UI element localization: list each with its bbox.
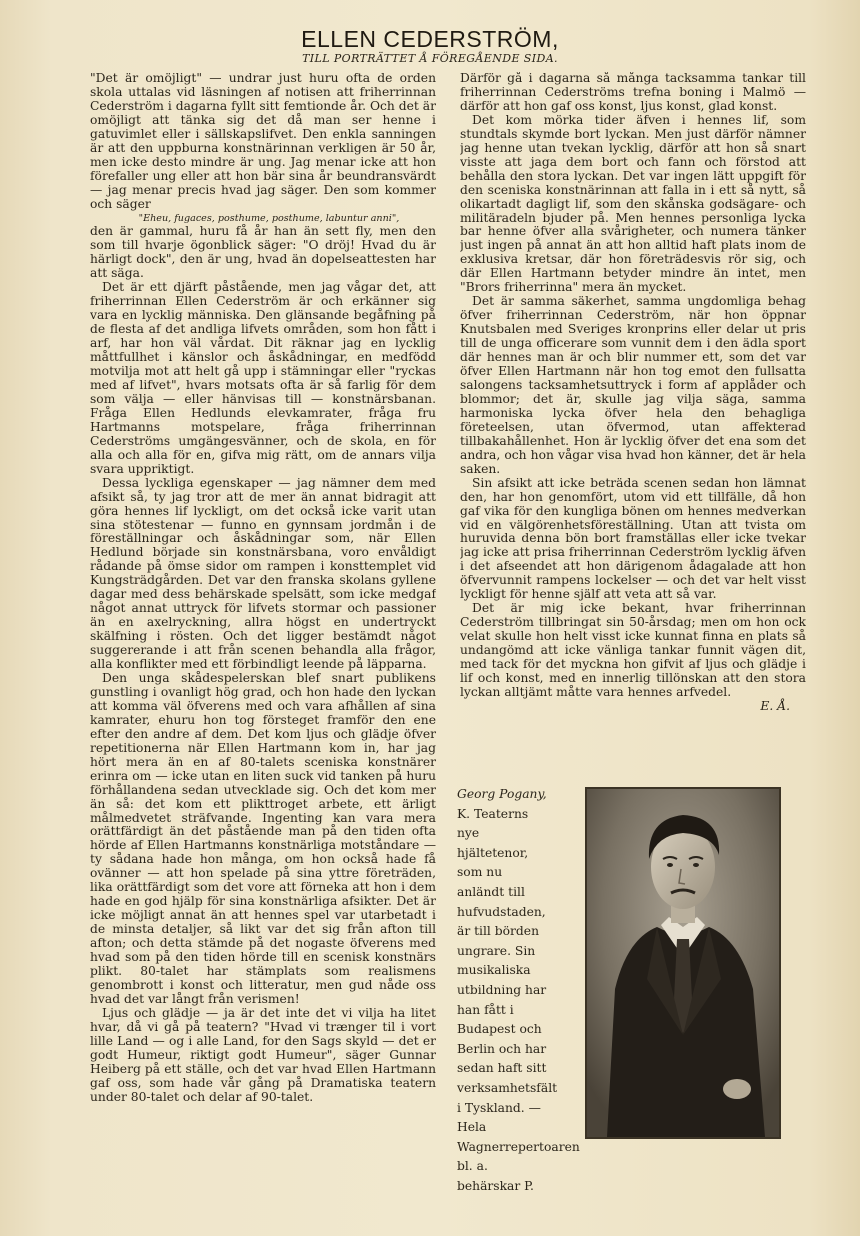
article-title: ELLEN CEDERSTRÖM, bbox=[301, 26, 559, 52]
paragraph: Den unga skådespelerskan blef snart publikens gunstling i ovanligt hög grad, och hon hade den lyckan att komma väl öfverens med och vara afhållen af sina kamrater, ehuru hon tog försteget framför den ene efter den andre af dem. Det kom ljus och glädje öfver repetitionerna när Ellen Hartmann kom in, har jag hört mera än en af 80-talets sceniska konstnärer erinra om — icke utan en liten suck vid tanken på huru förhållandena sedan utvecklade sig. Och det kom mer än så: det kom ett plikttroget arbete, ett ärligt målmedvetet sträfvande. Ingenting kan vara mera orättfärdigt än det påstående man på den tiden ofta hörde af Ellen Hartmanns konstnärliga motståndare — ty sådana hade hon många, om hon också hade få ovänner — att hon spelade på sina yttre företräden, lika orättfärdigt som det vore att förneka att hon i dem hade en god hjälp för sina konstnärliga afsikter. Det är icke möjligt annat än att hennes spel var utarbetadt i de minsta detaljer, så likt var det sig från afton till afton; och detta stämde på det nogaste öfverens med hvad som på den tiden hörde till en scenisk konstnärs plikt. 80-talet har stämplats som realismens genombrott i konst och litteratur, men gud nåde oss hvad det var långt från verismen! bbox=[90, 670, 436, 1006]
paragraph: Det kom mörka tider äfven i hennes lif, som stundtals skymde bort lyckan. Men just därför nämner jag henne utan tvekan lycklig, därför att hon så snart visste att jaga dem bort och fann och förstod att behålla den stora lyckan. Det var ingen lätt uppgift för den sceniska konstnärinnan att falla in i ett så nytt, så olikartadt dagligt lif, som den skånska godsägare- och militäradeln bjuder på. Men hennes personliga lycka bar henne öfver alla svårigheter, och numera tänker just ingen på annat än att hon alltid haft plats inom de exklusiva kretsar, där hon företrädesvis rör sig, och där Ellen Hartmann betyder mindre än intet, men "Brors friherrinna" mera än mycket. bbox=[460, 112, 806, 295]
article-right-column bbox=[460, 72, 806, 752]
photo-caption bbox=[457, 785, 580, 1196]
paragraph: Ljus och glädje — ja är det inte det vi vilja ha litet hvar, då vi gå på teatern? "Hvad vi trænger til i vort lille Land — og i alle Land, for den Sags skyld — det er godt Humeur, riktigt godt Humeur", säger Gunnar Heiberg på ett ställe, och det var hvad Ellen Hartmann gaf oss, som hade vår gång på Dramatiska teatern under 80-talet och delar af 90-talet. bbox=[90, 1005, 436, 1104]
article-left-column bbox=[90, 72, 436, 1152]
portrait-illustration bbox=[587, 789, 779, 1137]
paragraph: Dessa lyckliga egenskaper — jag nämner dem med afsikt så, ty jag tror att de mer än annat bidragit att göra hennes lif lyckligt, om det också icke varit utan sina stötestenar — funno en gynnsam jordmån i de föreställningar och åskådningar som, när Ellen Hedlund började sin konstnärsbana, voro envåldigt rådande på ömse sidor om rampen i konsttemplet vid Kungsträdgården. Det var den franska skolans gyllene dagar med dess behärskade spelsätt, som icke medgaf något annat uttryck för lifvets stormar och passioner än en axelryckning, allra högst en undertryckt skälfning i rösten. Och det ligger bestämdt något suggererande i att från scenen behandla alla frågor, alla konflikter med ett förbindligt leende på läpparna. bbox=[90, 475, 436, 672]
article-subtitle: TILL PORTRÄTTET Å FÖREGÅENDE SIDA. bbox=[302, 52, 558, 65]
paragraph: "Det är omöjligt" — undrar just huru ofta de orden skola uttalas vid läsningen af notisen att friherrinnan Cederström i dagarna fyllt sitt femtionde år. Och det är omöjligt att tänka sig det då man ser henne i gatuvimlet eller i sällskapslifvet. Den enkla sanningen är att den uppburna konstnärinnan verkligen är 50 år, men icke desto mindre är ung. Jag menar icke att hon förefaller ung eller att hon bär sina år beundransvärdt — jag menar precis hvad jag säger. Den som kommer och säger bbox=[90, 72, 436, 211]
paragraph: den är gammal, huru få år han än sett fly, men den som till hvarje ögonblick säger: "O dröj! Hvad du är härligt dock", den är ung, hvad än dopelseattesten har att säga. bbox=[90, 224, 436, 281]
paragraph: Det är mig icke bekant, hvar friherrinnan Cederström tillbringat sin 50-årsdag; men om hon ock velat skulle hon helt visst icke kunnat finna en plats så undangömd att icke vänliga tankar funnit vägen dit, med tack för det myckna hon gifvit af ljus och glädje i lif och konst, med en innerlig tillönskan att den stora lyckan alltjämt måtte vara hennes arfvedel. bbox=[460, 601, 806, 699]
paragraph: Det är ett djärft påstående, men jag vågar det, att friherrinnan Ellen Cederström är och erkänner sig vara en lycklig människa. Den glänsande begåfning på de flesta af det andliga lifvets områden, som hon fått i arf, har hon väl vårdat. Dit räknar jag en lycklig måttfullhet i känslor och åskådningar, en medfödd motvilja mot att helt gå upp i stämningar eller "ryckas med af lifvet", hvars motsats ofta är så farlig för dem som välja — eller hänvisas till — konstnärsbanan. Fråga Ellen Hedlunds elevkamrater, fråga fru Hartmanns motspelare, fråga friherrinnan Cederströms umgängesvänner, och de skola, en för alla och alla för en, gifva mig rätt, om de annars vilja svara uppriktigt. bbox=[90, 280, 436, 476]
portrait-photo bbox=[585, 787, 781, 1139]
paragraph: Därför gå i dagarna så många tacksamma tankar till friherrinnan Cederströms trefna boning i Malmö — därför att hon gaf oss konst, ljus konst, glad konst. bbox=[460, 72, 806, 113]
caption-name: Georg Pogany, bbox=[457, 787, 547, 801]
caption-text: K. Teaterns nye hjältetenor, som nu anländt till hufvudstaden, är till börden ungrare. Sin musikaliska utbildning har han fått i Budapest och Berlin och har sedan haft sitt verksamhetsfält i Tyskland. — Hela Wagnerrepertoaren bl. a. behärskar P. bbox=[457, 806, 580, 1193]
author-signature: E. Å. bbox=[760, 698, 790, 713]
paragraph: Det är samma säkerhet, samma ungdomliga behag öfver friherrinnan Cederström, när hon öppnar Knutsbalen med Sveriges kronprins eller delar ut pris till de unga officerare som vunnit dem i den ädla sport där hennes man är och blir nummer ett, som det var öfver Ellen Hartmann när hon tog emot den fullsatta salongens tacksamhetsuttryck i form af applåder och blommor; det är, skulle jag vilja säga, samma harmoniska lycka öfver hela den behagliga företeelsen, utan öfvermod, utan affekterad tillbakahållenhet. Hon är lycklig öfver det ena som det andra, och hon vågar visa hvad hon känner, det är hela saken. bbox=[460, 294, 806, 476]
latin-quote: "Eheu, fugaces, posthume, posthume, labuntur anni", bbox=[138, 212, 400, 224]
paragraph: Sin afsikt att icke beträda scenen sedan hon lämnat den, har hon genomfört, utom vid ett tillfälle, då hon gaf vika för den kungliga bönen om hennes medverkan vid en välgörenhetsföreställning. Utan att tvista om huruvida denna bön bort framställas eller icke tvekar jag icke att prisa friherrinnan Cederström lycklig äfven i det afseendet att hon därigenom ådagalade att hon öfvervunnit rampens lockelser — och det var helt visst lyckligt för henne själf att veta att så var. bbox=[460, 475, 806, 602]
